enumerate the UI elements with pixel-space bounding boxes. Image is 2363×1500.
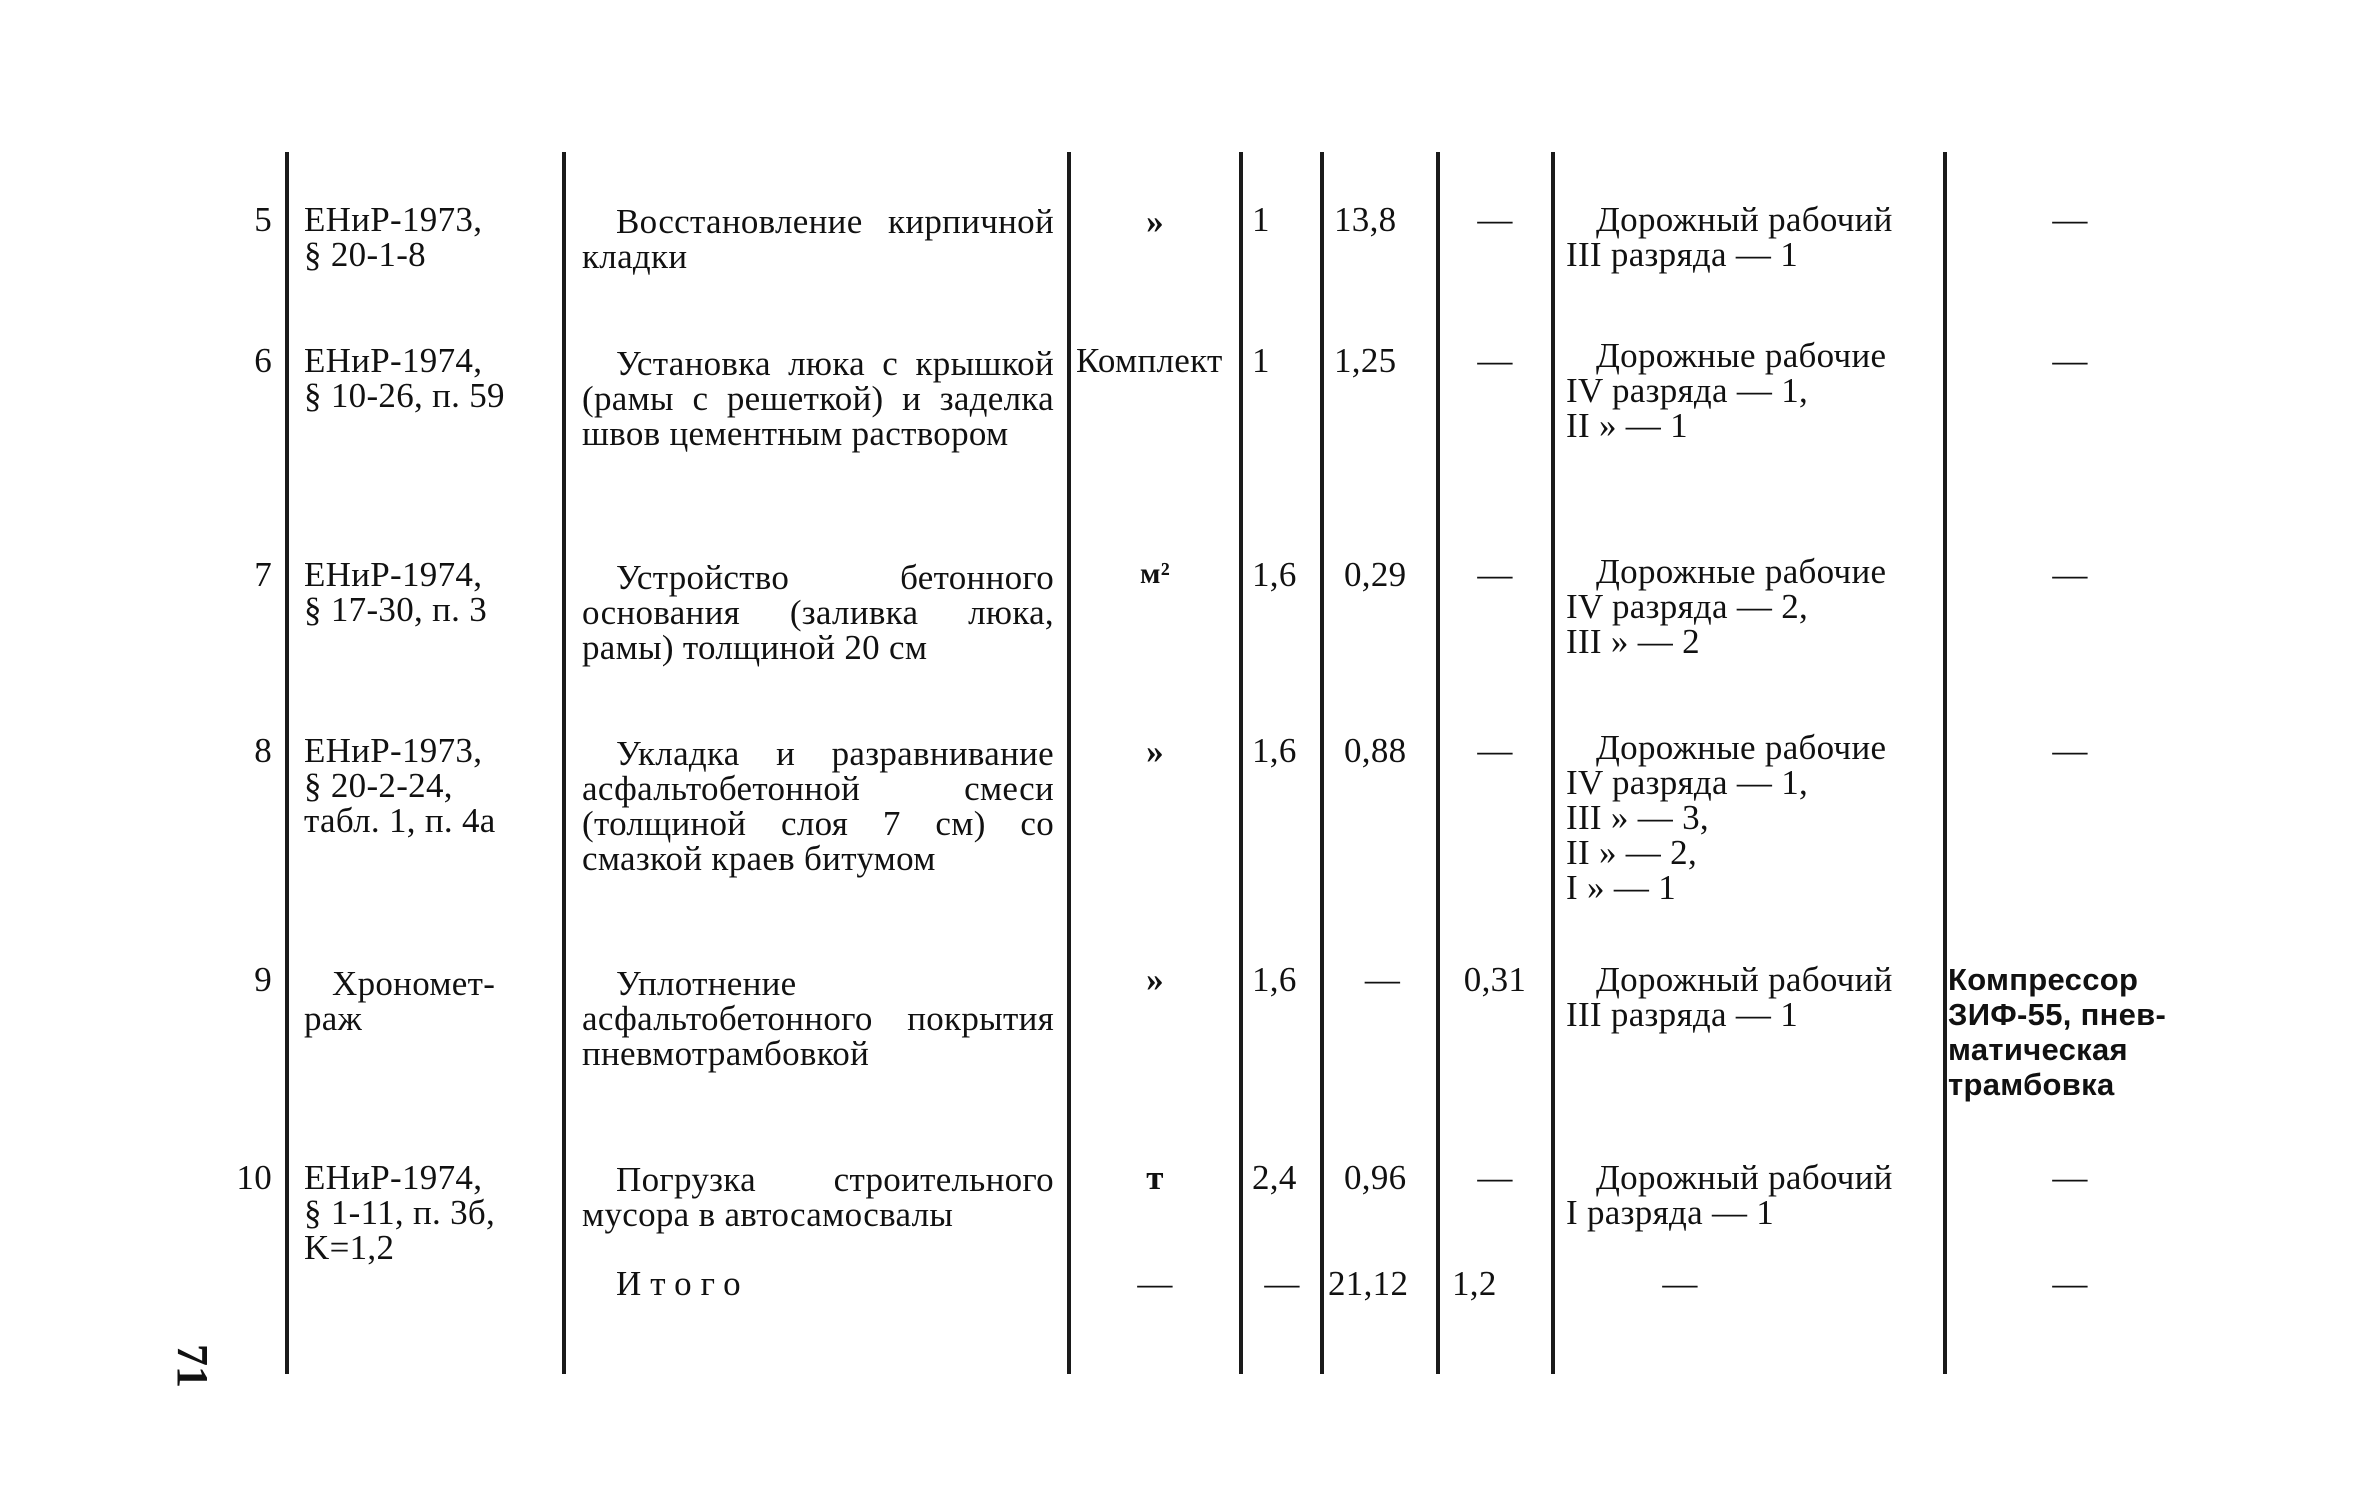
crew-composition: Дорожный рабочий III разряда — 1	[1566, 960, 1893, 1034]
labor-machinists: —	[1477, 341, 1513, 380]
total-unit: —	[1137, 1264, 1173, 1303]
total-labor-workers: 21,12	[1328, 1264, 1409, 1303]
column-rule	[562, 152, 566, 1374]
quantity: 1,6	[1252, 555, 1297, 594]
total-label: Итого	[616, 1264, 750, 1303]
column-rule	[1551, 152, 1555, 1374]
quantity: 1	[1252, 341, 1270, 380]
equipment: Компрессор ЗИФ-55, пнев- матическая трамбовка	[1948, 962, 2167, 1102]
total-labor-machinists: 1,2	[1452, 1264, 1497, 1303]
total-quantity: —	[1264, 1264, 1300, 1303]
unit-of-measure: т	[1146, 1158, 1164, 1197]
page-number: 71	[168, 1344, 217, 1388]
norm-reference: ЕНиР-1974, § 1-11, п. 3б, K=1,2	[304, 1158, 496, 1267]
work-description: Восстановление кирпичной кладки	[582, 202, 1054, 276]
equipment: —	[2052, 1158, 2088, 1197]
labor-workers: —	[1364, 960, 1401, 999]
unit-of-measure: »	[1146, 960, 1164, 999]
labor-machinists: —	[1477, 1158, 1513, 1197]
column-rule	[1320, 152, 1324, 1374]
unit-of-measure: »	[1146, 732, 1164, 771]
crew-composition: Дорожный рабочий III разряда — 1	[1566, 200, 1893, 274]
column-rule	[1067, 152, 1071, 1374]
labor-workers: 13,8	[1334, 200, 1397, 239]
equipment: —	[2052, 731, 2088, 770]
labor-workers: 0,88	[1344, 731, 1407, 770]
column-rule	[1436, 152, 1440, 1374]
labor-machinists: 0,31	[1463, 960, 1527, 999]
quantity: 1,6	[1252, 731, 1297, 770]
quantity: 2,4	[1252, 1158, 1297, 1197]
labor-workers: 1,25	[1334, 341, 1397, 380]
crew-composition: Дорожные рабочие IV разряда — 2, III » — 2	[1566, 552, 1887, 661]
labor-machinists: —	[1477, 555, 1513, 594]
work-description: Установка люка с крышкой (рамы с решеткой) и заделка швов цементным раствором	[582, 344, 1054, 453]
equipment: —	[2052, 200, 2088, 239]
work-description: Погрузка строительного мусора в автосамосвалы	[582, 1160, 1054, 1234]
crew-composition: Дорожные рабочие IV разряда — 1, III » — 3, II » — 2, I » — 1	[1566, 728, 1887, 907]
labor-workers: 0,96	[1344, 1158, 1407, 1197]
norm-reference: ЕНиР-1973, § 20-1-8	[304, 200, 483, 274]
norm-reference: ЕНиР-1973, § 20-2-24, табл. 1, п. 4а	[304, 731, 496, 840]
work-description: Уплотнение асфальтобетонного покрытия пневмотрамбовкой	[582, 964, 1054, 1073]
unit-of-measure: »	[1146, 202, 1164, 241]
quantity: 1,6	[1252, 960, 1297, 999]
equipment: —	[2052, 341, 2088, 380]
row-number: 10	[236, 1158, 272, 1197]
unit-of-measure: м²	[1139, 557, 1171, 590]
quantity: 1	[1252, 200, 1270, 239]
crew-composition: Дорожный рабочий I разряда — 1	[1566, 1158, 1893, 1232]
row-number: 8	[254, 731, 272, 770]
equipment: —	[2052, 555, 2088, 594]
crew-composition: Дорожные рабочие IV разряда — 1, II » — 1	[1566, 336, 1887, 445]
row-number: 7	[254, 555, 272, 594]
row-number: 9	[254, 960, 272, 999]
norm-reference: ЕНиР-1974, § 17-30, п. 3	[304, 555, 488, 629]
unit-of-measure: Комплект	[1076, 341, 1223, 380]
row-number: 5	[254, 200, 272, 239]
work-description: Укладка и разравнивание асфальтобетонной смеси (толщиной слоя 7 см) со смазкой краев битумом	[582, 734, 1054, 878]
labor-workers: 0,29	[1344, 555, 1407, 594]
column-rule	[285, 152, 289, 1374]
labor-machinists: —	[1477, 731, 1513, 770]
labor-machinists: —	[1477, 200, 1513, 239]
total-crew: —	[1662, 1264, 1698, 1303]
column-rule	[1239, 152, 1243, 1374]
norm-reference: ЕНиР-1974, § 10-26, п. 59	[304, 341, 505, 415]
work-description: Устройство бетонного основания (заливка люка, рамы) толщиной 20 см	[582, 558, 1054, 667]
row-number: 6	[254, 341, 272, 380]
total-equipment: —	[2052, 1264, 2088, 1303]
norm-reference: Хрономет- раж	[304, 964, 496, 1038]
